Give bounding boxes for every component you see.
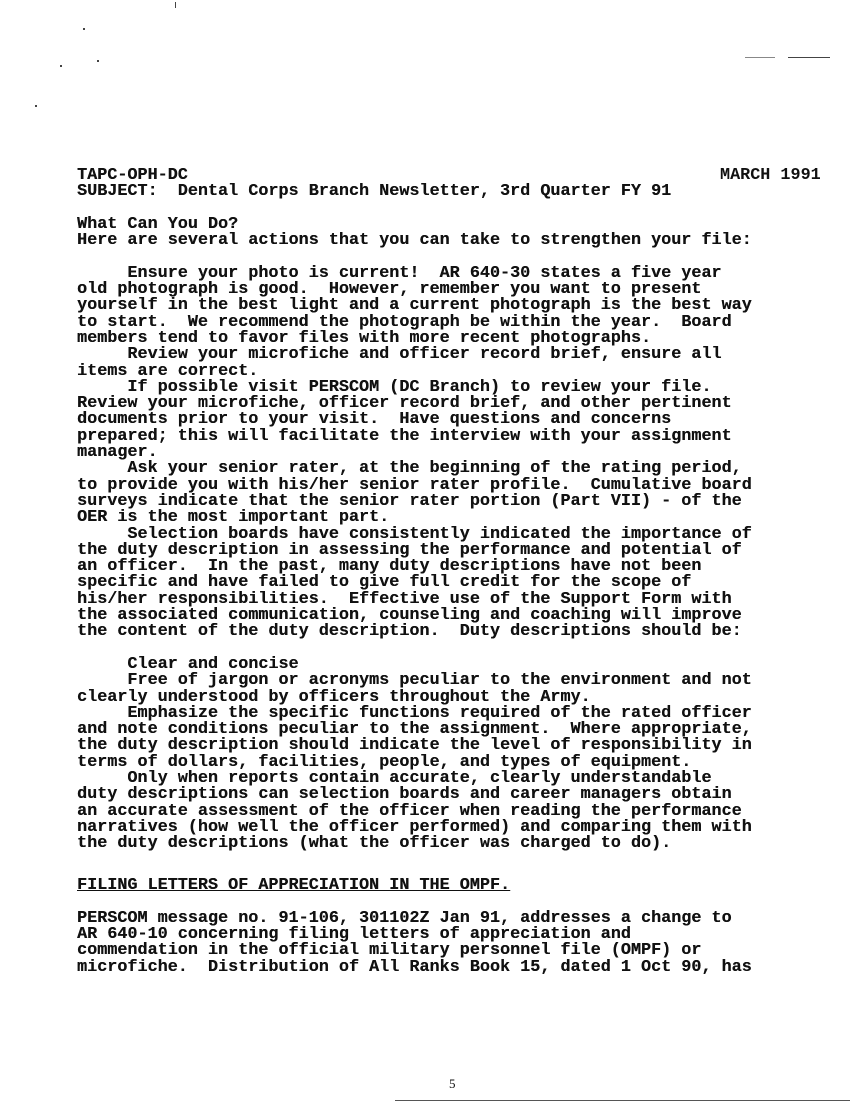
text-line: Review your microfiche, officer record brief, and other pertinent [77,394,732,414]
text-line: specific and have failed to give full credit for the scope of [77,573,692,593]
duty-description-list [77,654,837,854]
text-line: yourself in the best light and a current photograph is the best way [77,296,752,316]
text-line: If possible visit PERSCOM (DC Branch) to review your file. [77,377,712,397]
text-line: Selection boards have consistently indicated the importance of [77,524,752,544]
section2-heading: FILING LETTERS OF APPRECIATION IN THE OMPF. [77,876,511,896]
text-line: the duty descriptions (what the officer was charged to do). [77,834,672,854]
text-line: clearly understood by officers throughout the Army. [77,687,591,707]
text-line: documents prior to your visit. Have questions and concerns [77,410,672,430]
text-line: AR 640-10 concerning filing letters of appreciation and [77,925,631,945]
text-line: Ensure your photo is current! AR 640-30 states a five year [77,263,722,283]
text-line: and note conditions peculiar to the assignment. Where appropriate, [77,720,752,740]
text-line: narratives (how well the officer performed) and comparing them with [77,817,752,837]
text-line: microfiche. Distribution of All Ranks Book 15, dated 1 Oct 90, has [77,957,752,977]
text-line: an accurate assessment of the officer when reading the performance [77,801,742,821]
text-line: Only when reports contain accurate, clearly understandable [77,768,712,788]
section1-paragraphs [77,263,837,642]
section-intro: Here are several actions that you can take to strengthen your file: [77,231,752,251]
footer-rule [395,1100,850,1101]
text-line: Free of jargon or acronyms peculiar to the environment and not [77,671,752,691]
section-title: What Can You Do? [77,214,239,234]
text-line: prepared; this will facilitate the interview with your assignment [77,426,732,446]
text-line: OER is the most important part. [77,508,390,528]
text-line: Emphasize the specific functions required of the rated officer [77,703,752,723]
text-line: to start. We recommend the photograph be within the year. Board [77,312,732,332]
document-date: MARCH 1991 [720,166,821,185]
text-line: Ask your senior rater, at the beginning of the rating period, [77,459,742,479]
page-number: 5 [449,1076,456,1091]
text-line: his/her responsibilities. Effective use of the Support Form with [77,589,732,609]
text-line: the associated communication, counseling and coaching will improve [77,606,742,626]
text-line: to provide you with his/her senior rater profile. Cumulative board [77,475,752,495]
text-line: the duty description should indicate the level of responsibility in [77,736,752,756]
text-line: members tend to favor files with more recent photographs. [77,328,652,348]
text-line: old photograph is good. However, remember you want to present [77,280,702,300]
subject-line: SUBJECT: Dental Corps Branch Newsletter, 3rd Quarter FY 91 [77,182,672,202]
text-line: Clear and concise [77,654,299,674]
text-line: the duty description in assessing the performance and potential of [77,540,742,560]
office-symbol: TAPC-OPH-DC [77,166,188,185]
text-line: manager. [77,443,158,463]
text-line: PERSCOM message no. 91-106, 301102Z Jan 91, addresses a change to [77,908,732,928]
text-line: Review your microfiche and officer record brief, ensure all [77,345,722,365]
text-line: an officer. In the past, many duty descriptions have not been [77,557,702,577]
text-line: duty descriptions can selection boards and career managers obtain [77,785,732,805]
text-line: terms of dollars, facilities, people, and types of equipment. [77,752,692,772]
text-line: surveys indicate that the senior rater portion (Part VII) - of the [77,491,742,511]
text-line: the content of the duty description. Duty descriptions should be: [77,622,742,642]
document-body [77,168,837,976]
section2-paragraph [77,908,837,977]
text-line: commendation in the official military personnel file (OMPF) or [77,941,702,961]
text-line: items are correct. [77,361,259,381]
